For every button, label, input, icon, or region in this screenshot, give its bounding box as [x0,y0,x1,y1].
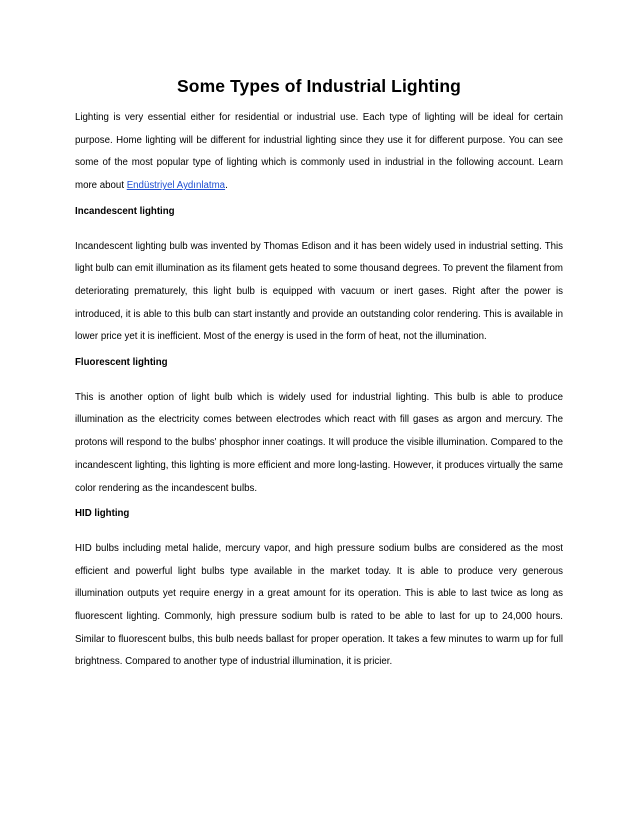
document-content [75,74,563,677]
page-title: Some Types of Industrial Lighting [177,76,461,96]
section-body-fluorescent: This is another option of light bulb which is widely used for industrial lighting. This bulb is able to produce illumination as the electricity comes between electrodes which react with fill gases as argon and mercury. The protons will respond to the bulbs' phosphor inner coatings. It will produce the visible illumination. Compared to the incandescent lighting, this lighting is more efficient and more long-lasting. However, it produces virtually the same color rendering as the incandescent bulbs. [75,391,563,494]
intro-paragraph [75,107,563,198]
intro-period: . [225,180,228,192]
intro-text: Lighting is very essential either for residential or industrial use. Each type of lighting will be ideal for certain purpose. Home lighting will be different for industrial lighting since they use it for different purpose. You can see some of the most popular type of lighting which is commonly used in industrial in the following account. Learn more about [75,112,563,192]
section-heading-incandescent: Incandescent lighting [75,205,175,217]
section-body-hid: HID bulbs including metal halide, mercury vapor, and high pressure sodium bulbs are considered as the most efficient and powerful light bulbs type available in the market today. It is able to produce very generous illumination outputs yet require energy in a great amount for its operation. This is able to last twice as long as fluorescent lighting. Commonly, high pressure sodium bulb is rated to be able to last for up to 24,000 hours. Similar to fluorescent bulbs, this bulb needs ballast for proper operation. It takes a few minutes to warm up for full brightness. Compared to another type of industrial illumination, it is pricier. [75,542,563,668]
section-heading-fluorescent: Fluorescent lighting [75,357,168,369]
section-heading-hid: HID lighting [75,508,130,520]
industrial-lighting-link[interactable]: Endüstriyel Aydınlatma [126,180,226,192]
section-body-incandescent: Incandescent lighting bulb was invented by Thomas Edison and it has been widely used in industrial setting. This light bulb can emit illumination as its filament gets heated to some thousand degrees. To prevent the filament from deteriorating prematurely, this light bulb is equipped with vacuum or inert gases. Right after the power is introduced, it is able to this bulb can start instantly and provide an outstanding color rendering. This is available in lower price yet it is inefficient. Most of the energy is used in the form of heat, not the illumination. [75,240,563,343]
